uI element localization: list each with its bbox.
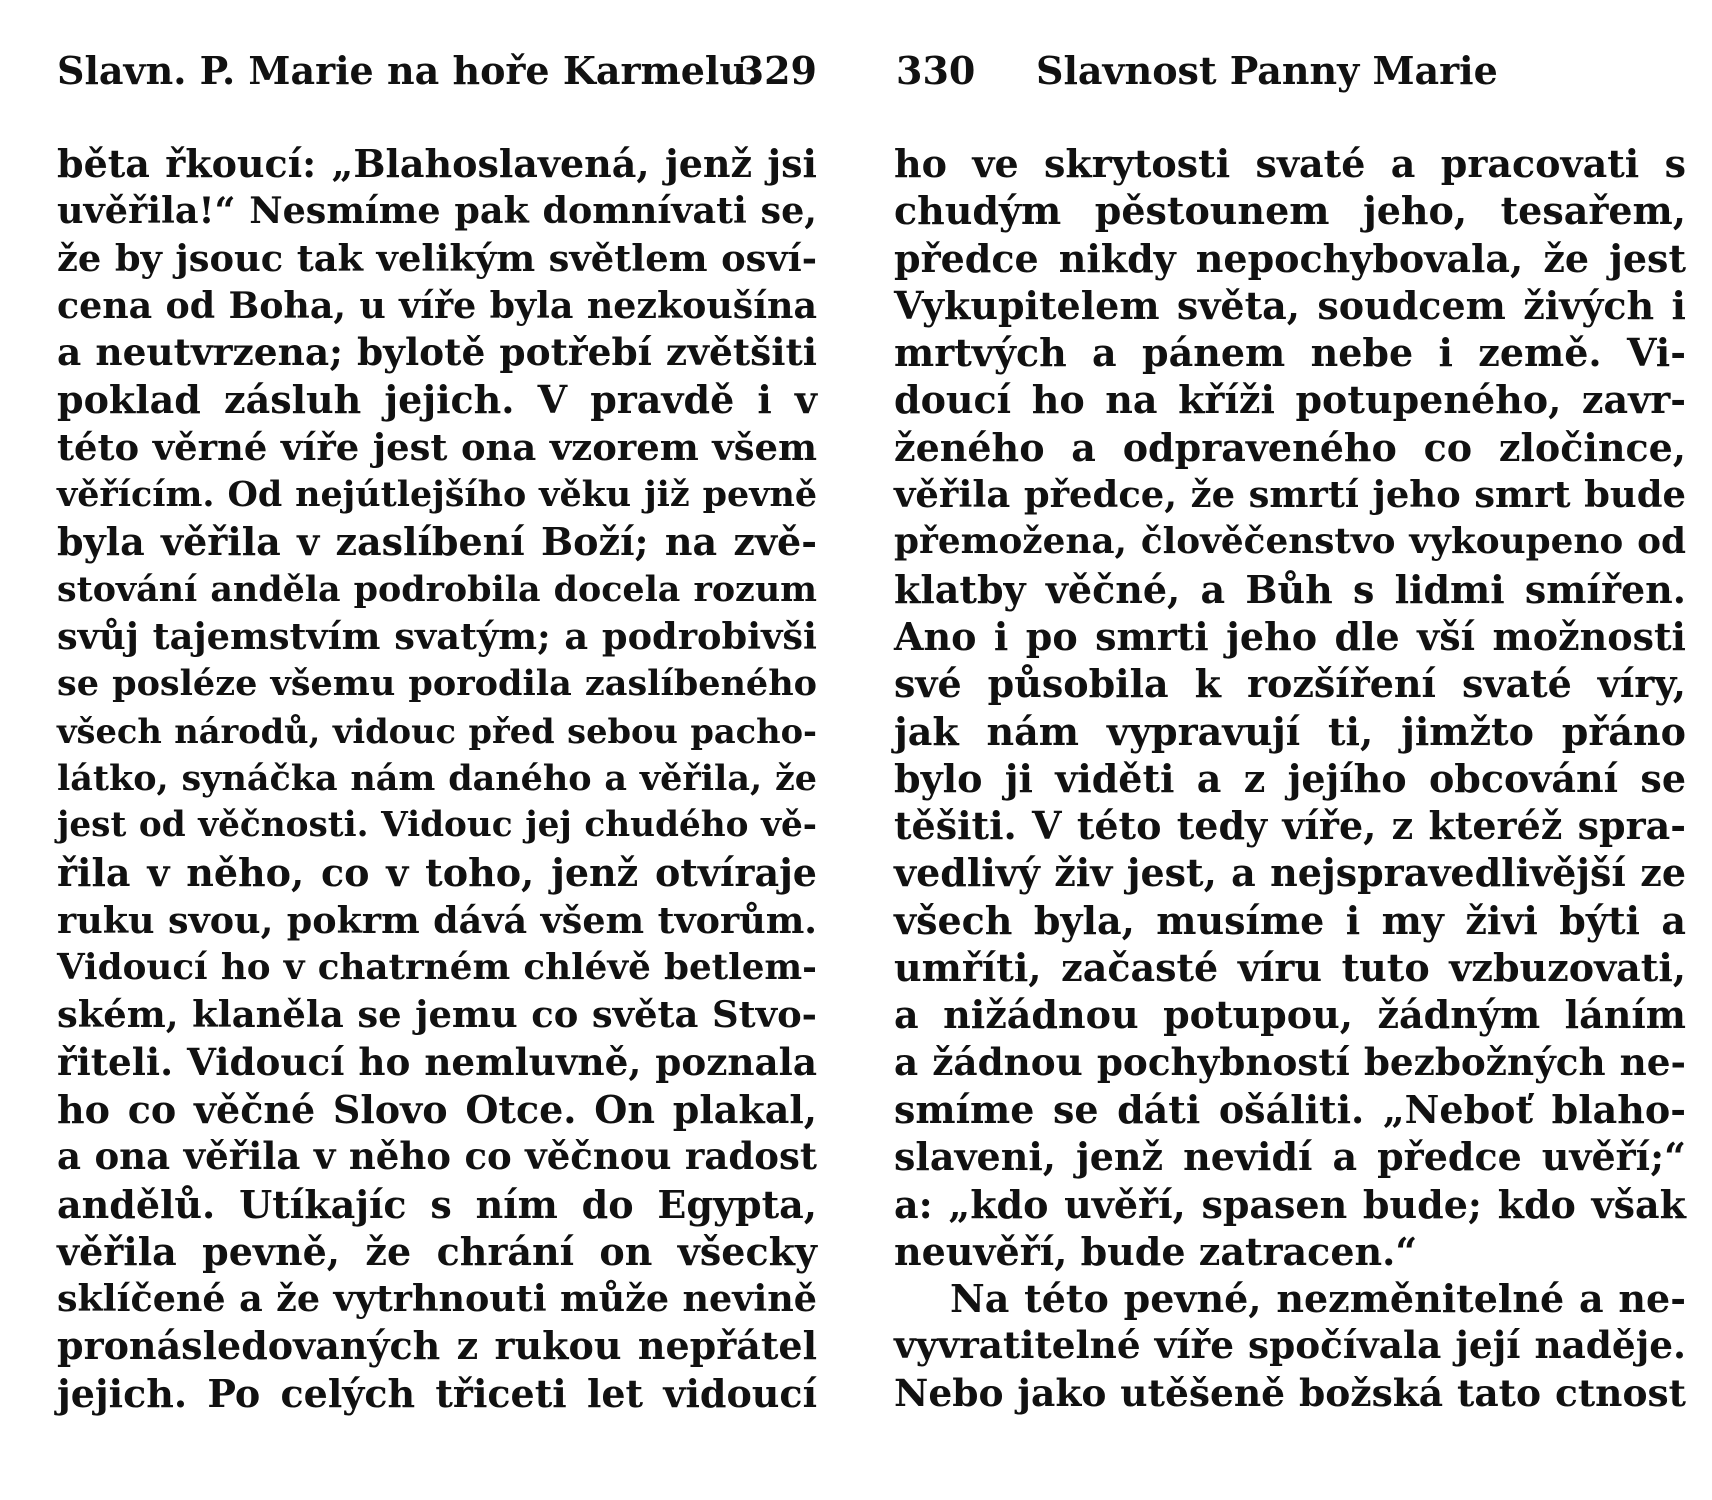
text-line: cena od Boha, u víře byla nezkoušína <box>57 283 817 327</box>
text-line: vedlivý živ jest, a nejspravedlivější ze <box>894 850 1686 896</box>
text-line: ho ve skrytosti svaté a pracovati s <box>894 141 1686 186</box>
left-page-header <box>57 46 817 96</box>
text-line: slaveni, jenž nevidí a předce uvěří;“ <box>894 1134 1686 1180</box>
text-line: Ano i po smrti jeho dle vší možnosti <box>894 613 1686 659</box>
left-page-body <box>57 140 817 1417</box>
text-line: vyvratitelné víře spočívala její naděje. <box>894 1323 1686 1368</box>
text-line: že by jsouc tak velikým světlem osví- <box>57 235 817 280</box>
text-line: jejich. Po celých třiceti let vidoucí <box>57 1370 817 1416</box>
text-line: Vykupitelem světa, soudcem živých i <box>894 282 1686 328</box>
text-line: byla věřila v zaslíbení Boží; na zvě- <box>57 519 817 565</box>
text-line: věřícím. Od nejútlejšího věku již pevně <box>57 474 817 516</box>
text-line: jest od věčnosti. Vidouc jej chudého vě- <box>57 805 817 846</box>
text-line: klatby věčné, a Bůh s lidmi smířen. <box>894 566 1686 612</box>
text-line: Vidoucí ho v chatrném chlévě betlem- <box>57 946 817 989</box>
text-line: běta řkoucí: „Blahoslavená, jenž jsi <box>57 141 817 186</box>
right-page <box>856 0 1712 1500</box>
text-line: umříti, začasté víru tuto vzbuzovati, <box>894 945 1686 991</box>
text-line: uvěřila!“ Nesmíme pak domnívati se, <box>57 189 817 233</box>
text-line: jak nám vypravují ti, jimžto přáno <box>894 708 1686 754</box>
text-line: sklíčené a že vytrhnouti může nevině <box>57 1277 817 1321</box>
text-line: všech národů, vidouc před sebou pacho- <box>57 710 817 751</box>
running-title: Slavnost Panny Marie <box>1036 48 1498 93</box>
right-page-header <box>896 46 1676 96</box>
text-line: stování anděla podrobila docela rozum <box>57 568 817 610</box>
text-line: doucí ho na kříži potupeného, zavr- <box>894 377 1686 423</box>
text-line: věřila pevně, že chrání on všecky <box>57 1228 817 1274</box>
text-line: a žádnou pochybností bezbožných ne- <box>894 1039 1686 1084</box>
text-line: své působila k rozšíření svaté víry, <box>894 661 1686 707</box>
text-line: věřila předce, že smrtí jeho smrt bude <box>894 472 1686 517</box>
text-line: ho co věčné Slovo Otce. On plakal, <box>57 1086 817 1132</box>
text-line: bylo ji viděti a z jejího obcování se <box>894 755 1686 801</box>
text-line: andělů. Utíkajíc s ním do Egypta, <box>57 1181 817 1227</box>
text-line: ruku svou, pokrm dává všem tvorům. <box>57 898 817 942</box>
text-line: a neutvrzena; bylotě potřebí zvětšiti <box>57 330 817 375</box>
text-line: ském, klaněla se jemu co světa Stvo- <box>57 992 817 1037</box>
paragraph-first-line: Na této pevné, nezměnitelné a ne- <box>950 1276 1686 1322</box>
text-line: chudým pěstounem jeho, tesařem, <box>894 188 1686 234</box>
text-line: řiteli. Vidoucí ho nemluvně, poznala <box>57 1039 817 1084</box>
text-line: a ona věřila v něho co věčnou radost <box>57 1134 817 1179</box>
text-line: všech byla, musíme i my živi býti a <box>894 897 1686 943</box>
text-line: Nebo jako utěšeně božská tato ctnost <box>894 1370 1686 1415</box>
text-line: neuvěří, bude zatracen.“ <box>894 1228 1418 1274</box>
page-number: 329 <box>737 48 817 93</box>
text-line: řila v něho, co v toho, jenž otvíraje <box>57 850 817 896</box>
text-line: a: „kdo uvěří, spasen bude; kdo však <box>894 1181 1686 1227</box>
text-line: svůj tajemstvím svatým; a podrobivši <box>57 614 817 658</box>
text-line: ženého a odpraveného co zločince, <box>894 424 1686 470</box>
right-page-body <box>894 140 1686 1417</box>
running-title: Slavn. P. Marie na hoře Karmelu. <box>57 48 761 93</box>
text-line: se posléze všemu porodila zaslíbeného <box>57 663 817 705</box>
text-line: látko, synáčka nám daného a věřila, že <box>57 757 817 799</box>
text-line: přemožena, člověčenstvo vykoupeno od <box>894 520 1686 563</box>
text-line: pronásledovaných z rukou nepřátel <box>57 1323 817 1369</box>
text-line: této věrné víře jest ona vzorem všem <box>57 424 817 469</box>
text-line: mrtvých a pánem nebe i země. Vi- <box>894 330 1686 376</box>
text-line: a nižádnou potupou, žádným láním <box>894 992 1686 1038</box>
text-line: smíme se dáti ošáliti. „Neboť blaho- <box>894 1086 1686 1132</box>
text-line: poklad zásluh jejich. V pravdě i v <box>57 377 817 423</box>
text-line: předce nikdy nepochybovala, že jest <box>894 235 1686 281</box>
page-number: 330 <box>896 48 976 93</box>
text-line: těšiti. V této tedy víře, z kteréž spra- <box>894 803 1686 849</box>
